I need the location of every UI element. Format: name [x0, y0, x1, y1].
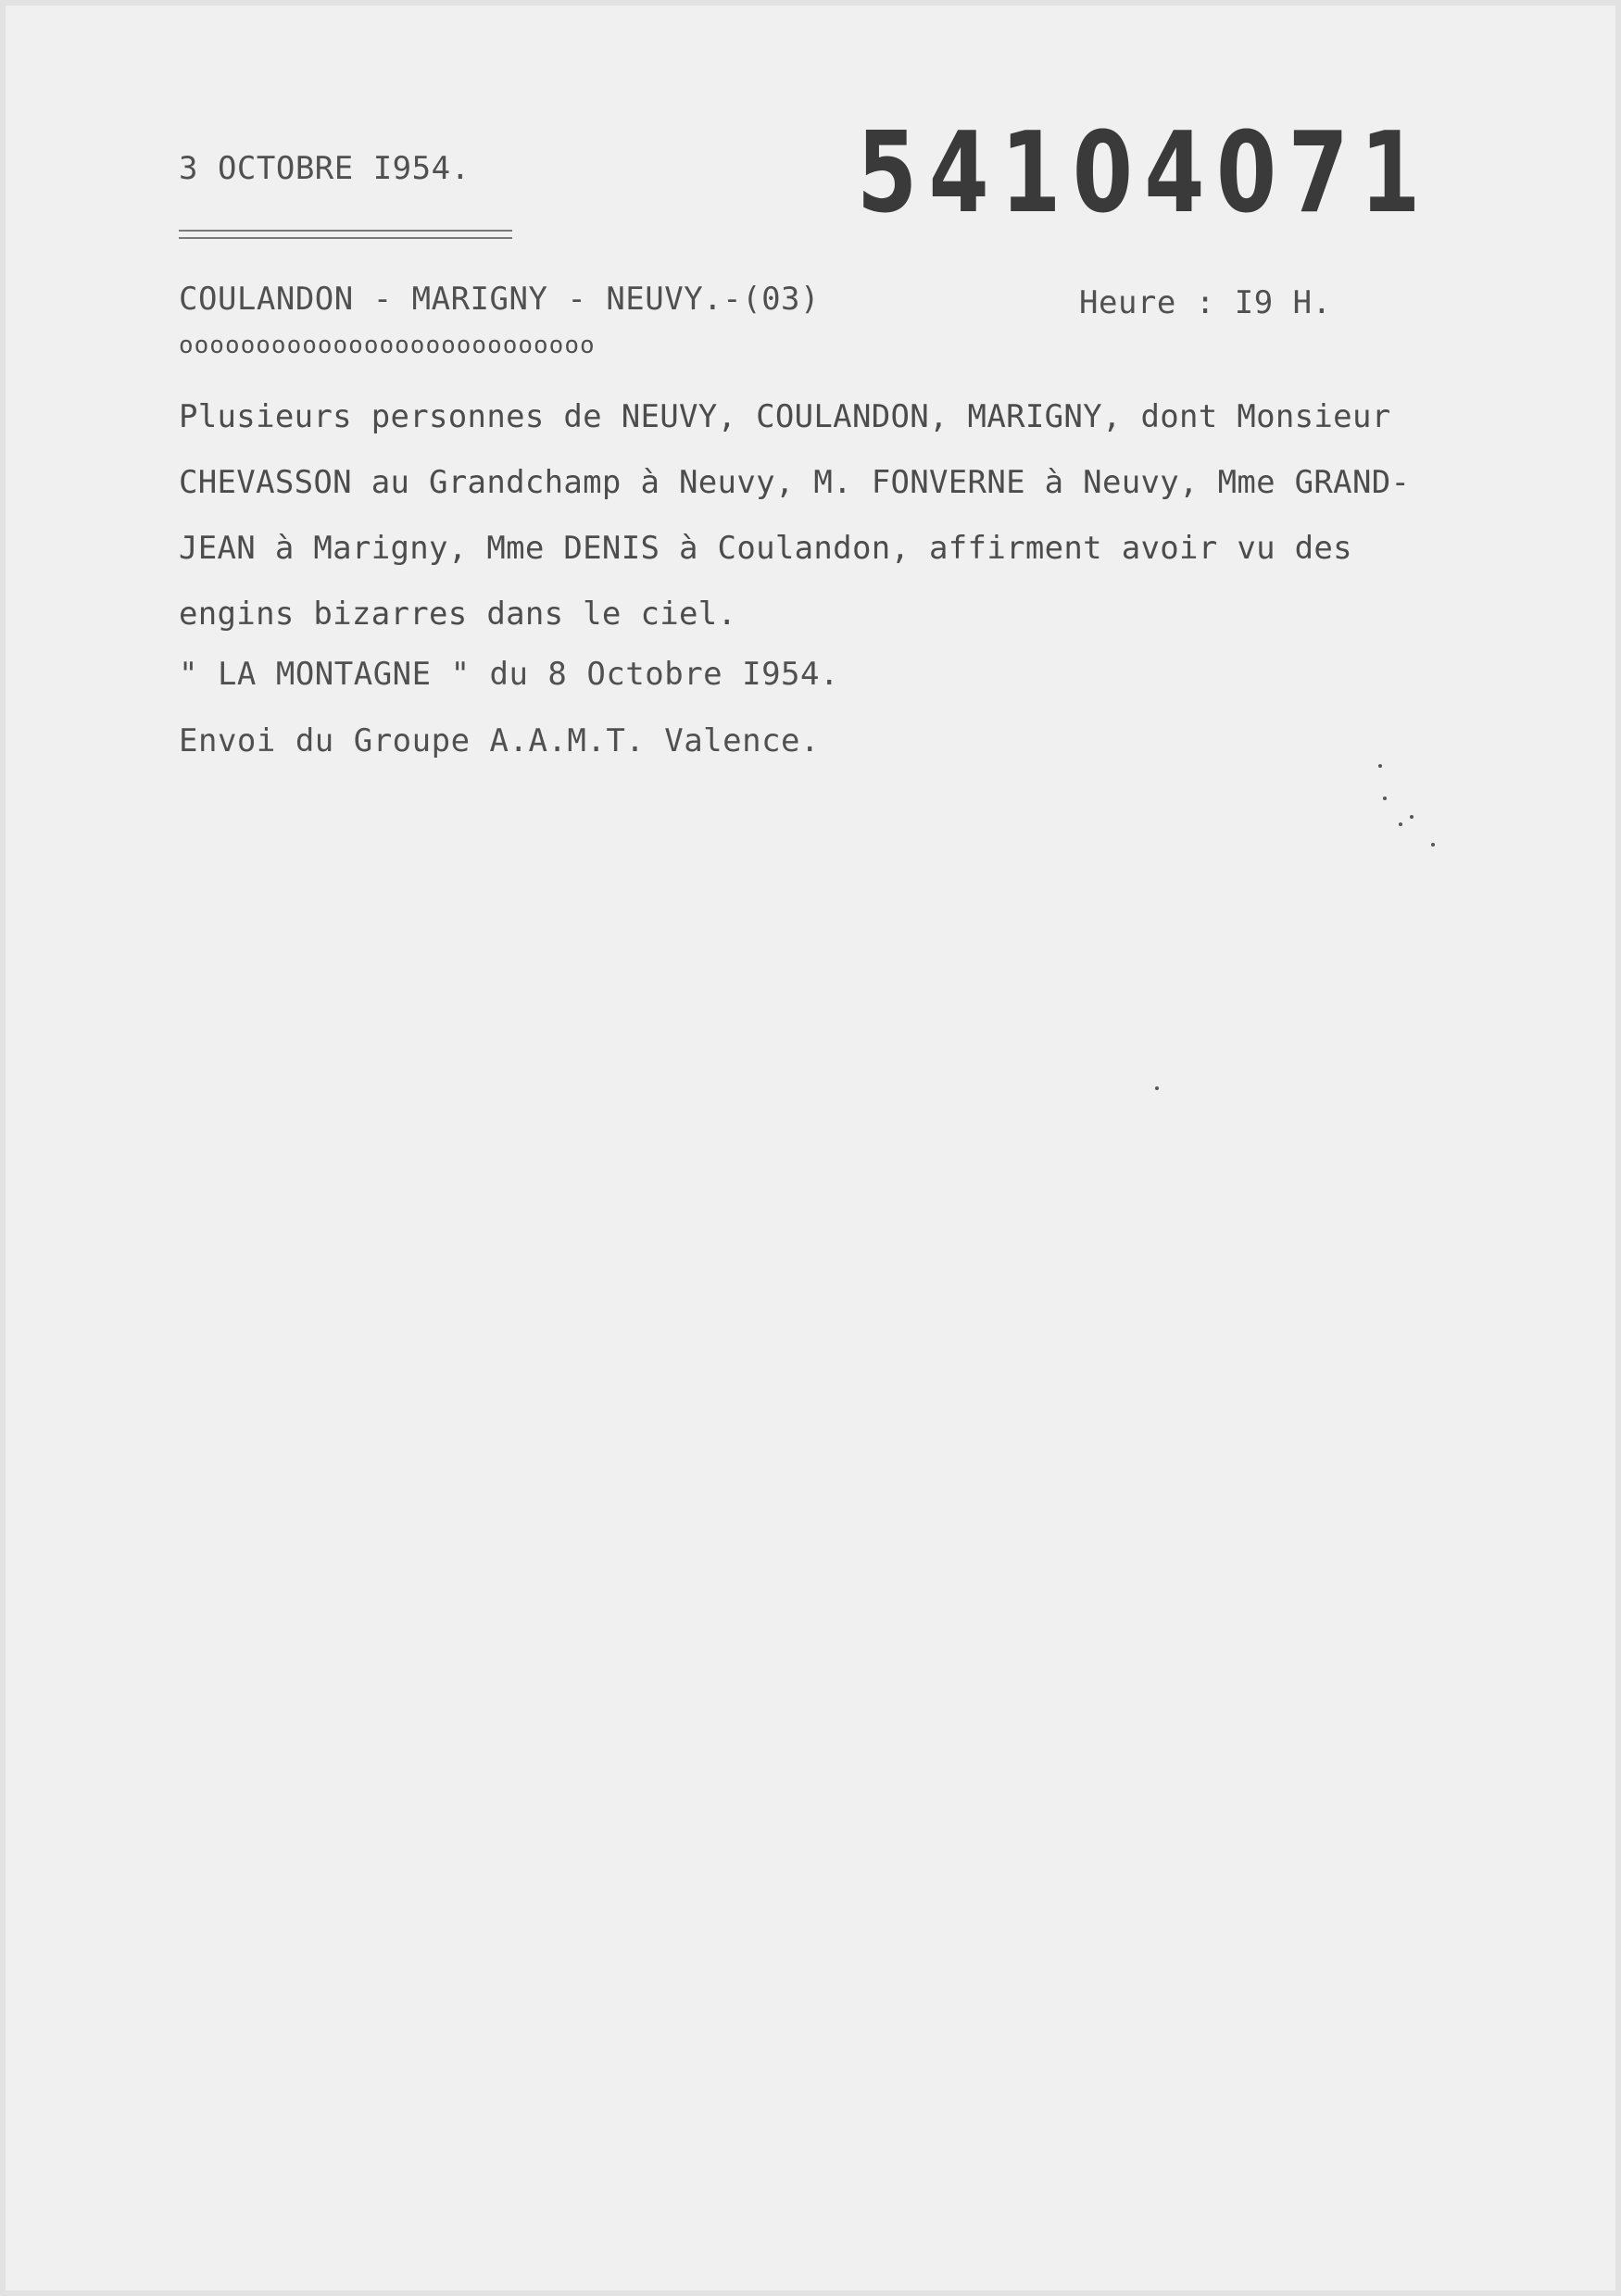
- reference-number-stamp: 54104071: [857, 109, 1432, 238]
- ink-speck: [1399, 822, 1402, 826]
- date-underline: [179, 230, 512, 239]
- ink-speck: [1378, 764, 1382, 768]
- report-body: [179, 384, 1587, 647]
- ink-speck: [1383, 797, 1387, 800]
- location-line: COULANDON - MARIGNY - NEUVY.-(03): [179, 281, 821, 318]
- report-line: Plusieurs personnes de NEUVY, COULANDON, MARIGNY, dont Monsieur: [179, 398, 1391, 435]
- ink-speck: [1155, 1086, 1159, 1090]
- sender-line: Envoi du Groupe A.A.M.T. Valence.: [179, 722, 821, 759]
- ink-speck: [1431, 843, 1435, 847]
- report-line: JEAN à Marigny, Mme DENIS à Coulandon, affirment avoir vu des: [179, 530, 1352, 567]
- report-line: CHEVASSON au Grandchamp à Neuvy, M. FONVERNE à Neuvy, Mme GRAND-: [179, 464, 1411, 501]
- newspaper-source: " LA MONTAGNE " du 8 Octobre I954.: [179, 656, 839, 693]
- hour-line: Heure : I9 H.: [1079, 284, 1332, 321]
- ink-speck: [1410, 815, 1414, 819]
- report-line: engins bizarres dans le ciel.: [179, 596, 737, 633]
- report-date: 3 OCTOBRE I954.: [179, 150, 471, 187]
- separator-line: ooooooooooooooooooooooooooo: [179, 332, 596, 359]
